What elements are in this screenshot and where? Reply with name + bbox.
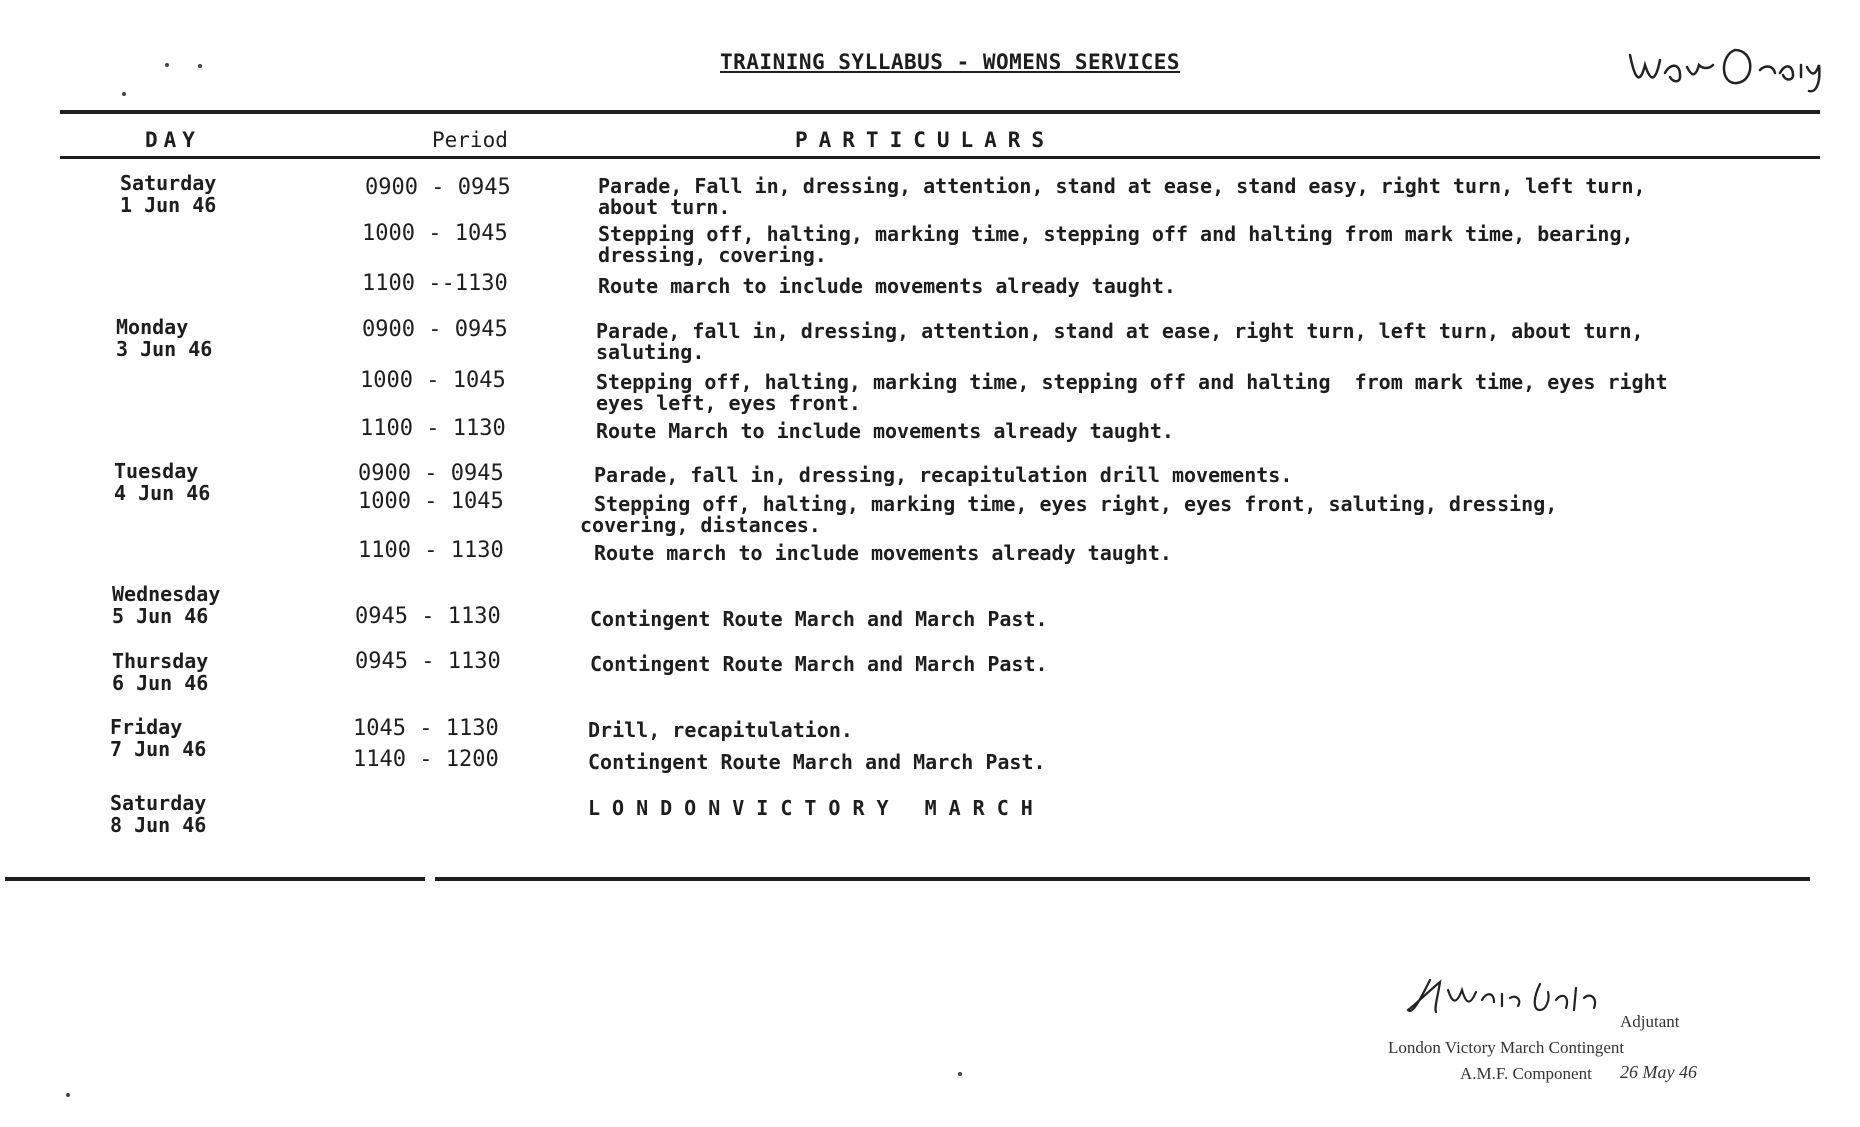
period-cell: 1140 - 1200 <box>353 747 499 772</box>
bottom-rule-left <box>5 877 425 881</box>
top-rule <box>60 110 1820 114</box>
period-cell: 0945 - 1130 <box>355 604 501 629</box>
bottom-rule-right <box>435 877 1810 881</box>
particulars-cell: Stepping off, halting, marking time, stepping off and halting from mark time, eyes right eyes left, eyes front. <box>596 370 1668 415</box>
day-cell <box>114 460 210 504</box>
period-cell: 0900 - 0945 <box>358 461 504 486</box>
period-cell: 1100 - 1130 <box>358 538 504 563</box>
day-date: 7 Jun 46 <box>110 737 207 761</box>
signature-unit: London Victory March Contingent <box>1388 1038 1625 1057</box>
day-name: Saturday <box>120 171 217 195</box>
period-cell: 1100 - 1130 <box>360 416 506 441</box>
handwritten-signature <box>1390 970 1650 1020</box>
particulars-cell: LONDONVICTORY MARCH <box>588 796 1045 820</box>
day-name: Tuesday <box>114 459 199 483</box>
period-cell: 0900 - 0945 <box>362 317 508 342</box>
particulars-column-header: PARTICULARS <box>795 128 1056 152</box>
period-cell: 1045 - 1130 <box>353 716 499 741</box>
day-column-header: DAY <box>145 128 201 152</box>
particulars-cell: Stepping off, halting, marking time, stepping off and halting from mark time, bearing, dressing, covering. <box>598 222 1634 267</box>
document-title: TRAINING SYLLABUS - WOMENS SERVICES <box>720 50 1181 74</box>
period-cell: 0945 - 1130 <box>355 649 501 674</box>
day-cell <box>110 716 206 760</box>
particulars-cell: Parade, fall in, dressing, attention, stand at ease, right turn, left turn, about turn, saluting. <box>596 319 1644 364</box>
day-date: 3 Jun 46 <box>116 337 213 361</box>
period-cell: 0900 - 0945 <box>365 175 511 200</box>
particulars-cell: Route march to include movements already taught. <box>594 541 1172 565</box>
particulars-cell: Route march to include movements already taught. <box>598 274 1176 298</box>
period-cell: 1000 - 1045 <box>360 368 506 393</box>
scan-speck <box>198 64 202 68</box>
header-rule <box>60 156 1820 159</box>
day-date: 4 Jun 46 <box>114 481 211 505</box>
particulars-cell: Parade, fall in, dressing, recapitulation drill movements. <box>594 463 1293 487</box>
day-date: 1 Jun 46 <box>120 193 217 217</box>
scan-speck <box>165 63 169 67</box>
day-date: 8 Jun 46 <box>110 813 207 837</box>
period-cell: 1000 - 1045 <box>362 221 508 246</box>
period-column-header: Period <box>432 128 508 152</box>
particulars-cell: Contingent Route March and March Past. <box>588 750 1046 774</box>
signature-role: Adjutant <box>1620 1012 1680 1031</box>
particulars-cell: Route March to include movements already taught. <box>596 419 1174 443</box>
day-cell <box>112 650 208 694</box>
scan-speck <box>66 1093 70 1097</box>
signature-block <box>1380 970 1800 1090</box>
particulars-cell: Drill, recapitulation. <box>588 718 853 742</box>
day-name: Wednesday <box>112 582 221 606</box>
particulars-cell: Stepping off, halting, marking time, eyes right, eyes front, saluting, dressing, covering, distances. <box>580 492 1558 537</box>
day-name: Thursday <box>112 649 209 673</box>
particulars-cell: Contingent Route March and March Past. <box>590 607 1048 631</box>
day-cell <box>110 792 206 836</box>
day-date: 6 Jun 46 <box>112 671 209 695</box>
signature-component: A.M.F. Component <box>1460 1064 1592 1083</box>
day-name: Saturday <box>110 791 207 815</box>
day-cell <box>120 172 216 216</box>
day-cell <box>112 583 220 627</box>
day-name: Monday <box>116 315 189 339</box>
period-cell: 1100 --1130 <box>362 271 508 296</box>
day-cell <box>116 316 212 360</box>
day-date: 5 Jun 46 <box>112 604 209 628</box>
war-diary-handwriting <box>1625 35 1845 95</box>
period-cell: 1000 - 1045 <box>358 489 504 514</box>
scan-speck <box>958 1072 962 1076</box>
particulars-cell: Parade, Fall in, dressing, attention, stand at ease, stand easy, right turn, left turn, about turn. <box>598 174 1646 219</box>
particulars-cell: Contingent Route March and March Past. <box>590 652 1048 676</box>
scan-speck <box>122 92 126 96</box>
day-name: Friday <box>110 715 183 739</box>
signature-date: 26 May 46 <box>1620 1062 1697 1082</box>
